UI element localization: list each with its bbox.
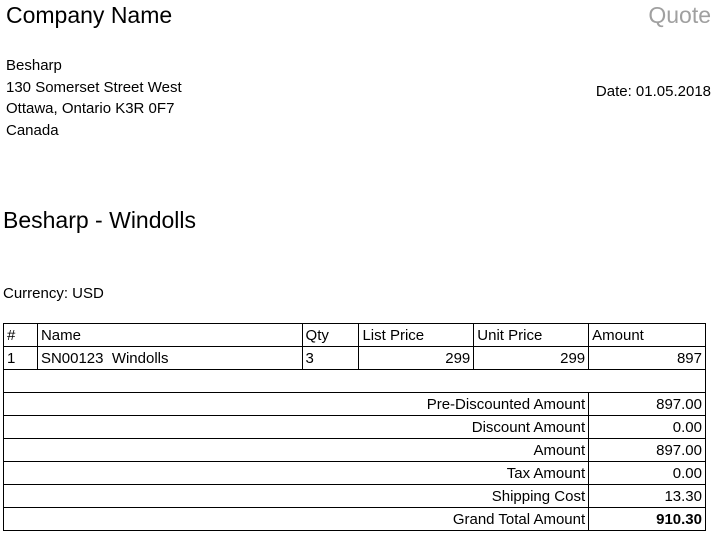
billing-country: Canada [6,121,59,139]
summary-label: Amount [4,439,589,462]
row-list-price: 299 [359,347,474,370]
column-header-unit-price: Unit Price [474,324,589,347]
row-qty: 3 [302,347,359,370]
billing-city: Ottawa, Ontario K3R 0F7 [6,100,175,117]
summary-label: Discount Amount [4,416,589,439]
table-header-row [4,324,706,347]
summary-value: 897.00 [589,393,706,416]
grand-total-label: Grand Total Amount [4,508,589,531]
summary-row [4,393,706,416]
summary-value: 0.00 [589,416,706,439]
quote-subject: Besharp - Windolls [3,207,197,233]
summary-label: Pre-Discounted Amount [4,393,589,416]
column-header-name: Name [37,324,302,347]
summary-row [4,485,706,508]
row-index: 1 [4,347,38,370]
summary-row [4,439,706,462]
document-type-label: Quote [648,2,711,28]
summary-label: Shipping Cost [4,485,589,508]
row-name: SN00123 Windolls [37,347,302,370]
spacer-row [4,370,706,393]
billing-street: 130 Somerset Street West [6,78,182,96]
column-header-qty: Qty [302,324,359,347]
table-row [4,347,706,370]
summary-row [4,416,706,439]
column-header-amount: Amount [589,324,706,347]
grand-total-row [4,508,706,531]
billing-name: Besharp [6,57,62,74]
column-header-index: # [4,324,38,347]
summary-label: Tax Amount [4,462,589,485]
summary-value: 0.00 [589,462,706,485]
summary-value: 13.30 [589,485,706,508]
row-unit-price: 299 [474,347,589,370]
grand-total-value: 910.30 [589,508,706,531]
summary-row [4,462,706,485]
summary-value: 897.00 [589,439,706,462]
line-items-table [3,323,706,531]
quote-date: Date: 01.05.2018 [595,83,711,100]
row-amount: 897 [589,347,706,370]
spacer-cell [4,370,706,393]
column-header-list-price: List Price [359,324,474,347]
currency-label: Currency: USD [3,285,104,302]
billing-address [6,55,182,141]
company-name: Company Name [6,2,173,28]
